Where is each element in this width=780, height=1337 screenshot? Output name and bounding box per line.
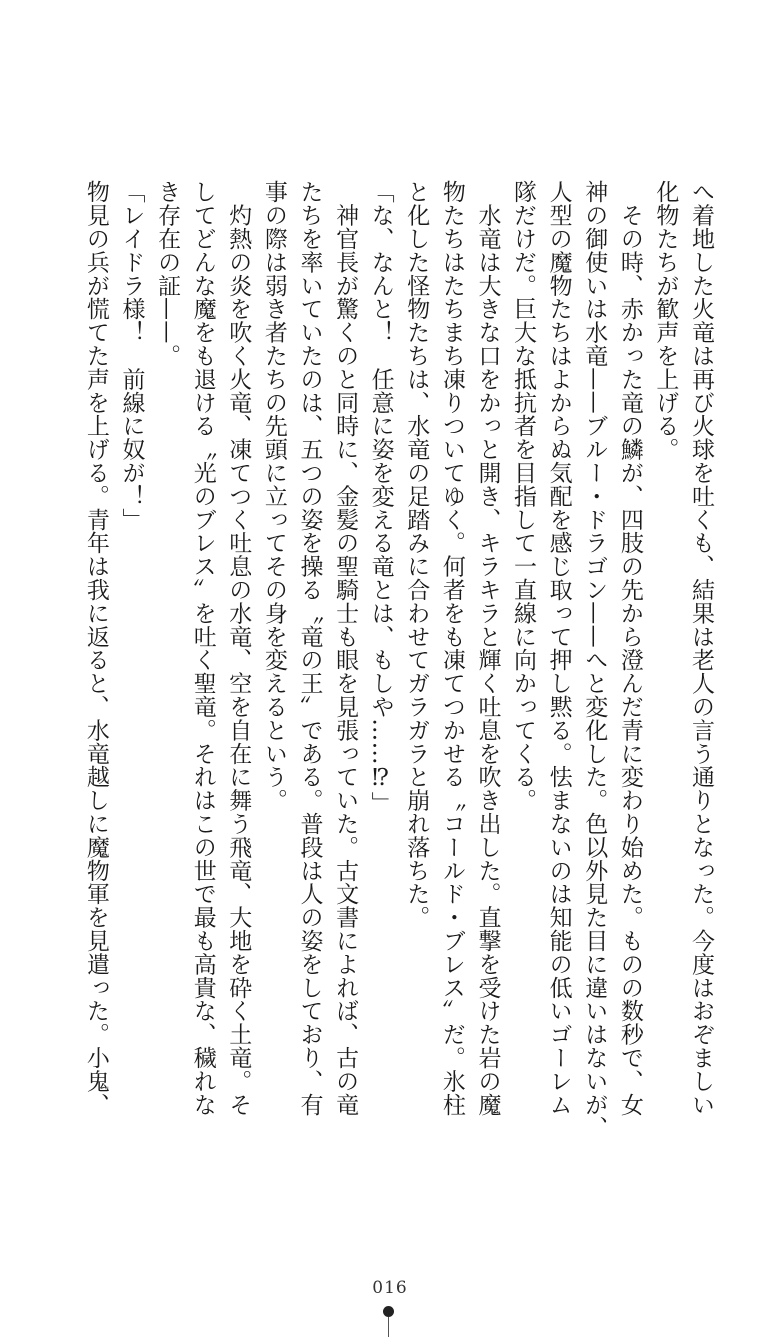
text-column: 「な、なんと！ 任意に姿を変える竜とは、もしや……⁉」: [367, 180, 394, 815]
text-column: 灼熱の炎を吹く火竜、凍てつく吐息の水竜、空を自在に舞う飛竜、大地を砕く土竜。そ: [225, 180, 252, 1116]
body-text: [76, 180, 718, 1140]
text-column: 物たちはたちまち凍りついてゆく。何者をも凍てつかせる〝コールド・ブレス〟だ。氷柱: [438, 180, 465, 1116]
page-marker-dot: [383, 1306, 394, 1317]
text-column: 「レイドラ様！ 前線に奴が！」: [118, 180, 145, 531]
text-column: 水竜は大きな口をかっと開き、キラキラと輝く吐息を吹き出した。直撃を受けた岩の魔: [474, 180, 501, 1116]
text-column: へ着地した火竜は再び火球を吐くも、結果は老人の言う通りとなった。今度はおぞましい: [688, 180, 714, 1116]
text-column: 神官長が驚くのと同時に、金髪の聖騎士も眼を見張っていた。古文書によれば、古の竜: [332, 180, 359, 1116]
text-column: してどんな魔をも退ける〝光のブレス〟を吐く聖竜。それはこの世で最も高貴な、穢れな: [189, 180, 216, 1116]
text-column: その時、赤かった竜の鱗が、四肢の先から澄んだ青に変わり始めた。ものの数秒で、女: [616, 180, 643, 1116]
text-column: と化した怪物たちは、水竜の足踏みに合わせてガラガラと崩れ落ちた。: [403, 180, 430, 929]
text-column: たちを率いていたのは、五つの姿を操る〝竜の王〟である。普段は人の姿をしており、有: [296, 180, 323, 1116]
page-number: 016: [372, 1278, 408, 1298]
text-column: 化物たちが歓声を上げる。: [652, 180, 679, 461]
text-column: 神の御使いは水竜——ブルー・ドラゴン——へと変化した。色以外見た目に違いはないが、: [581, 180, 608, 1140]
text-column: 事の際は弱き者たちの先頭に立ってその身を変えるという。: [260, 180, 287, 812]
page-marker-line: [388, 1317, 389, 1337]
text-column: 人型の魔物たちはよからぬ気配を感じ取って押し黙る。怯まないのは知能の低いゴーレム: [545, 180, 572, 1116]
text-column: 隊だけだ。巨大な抵抗者を目指して一直線に向かってくる。: [510, 180, 537, 812]
text-column: き存在の証——。: [154, 180, 181, 368]
text-column: 物見の兵が慌てた声を上げる。青年は我に返ると、水竜越しに魔物軍を見遣った。小鬼、: [82, 180, 109, 1116]
